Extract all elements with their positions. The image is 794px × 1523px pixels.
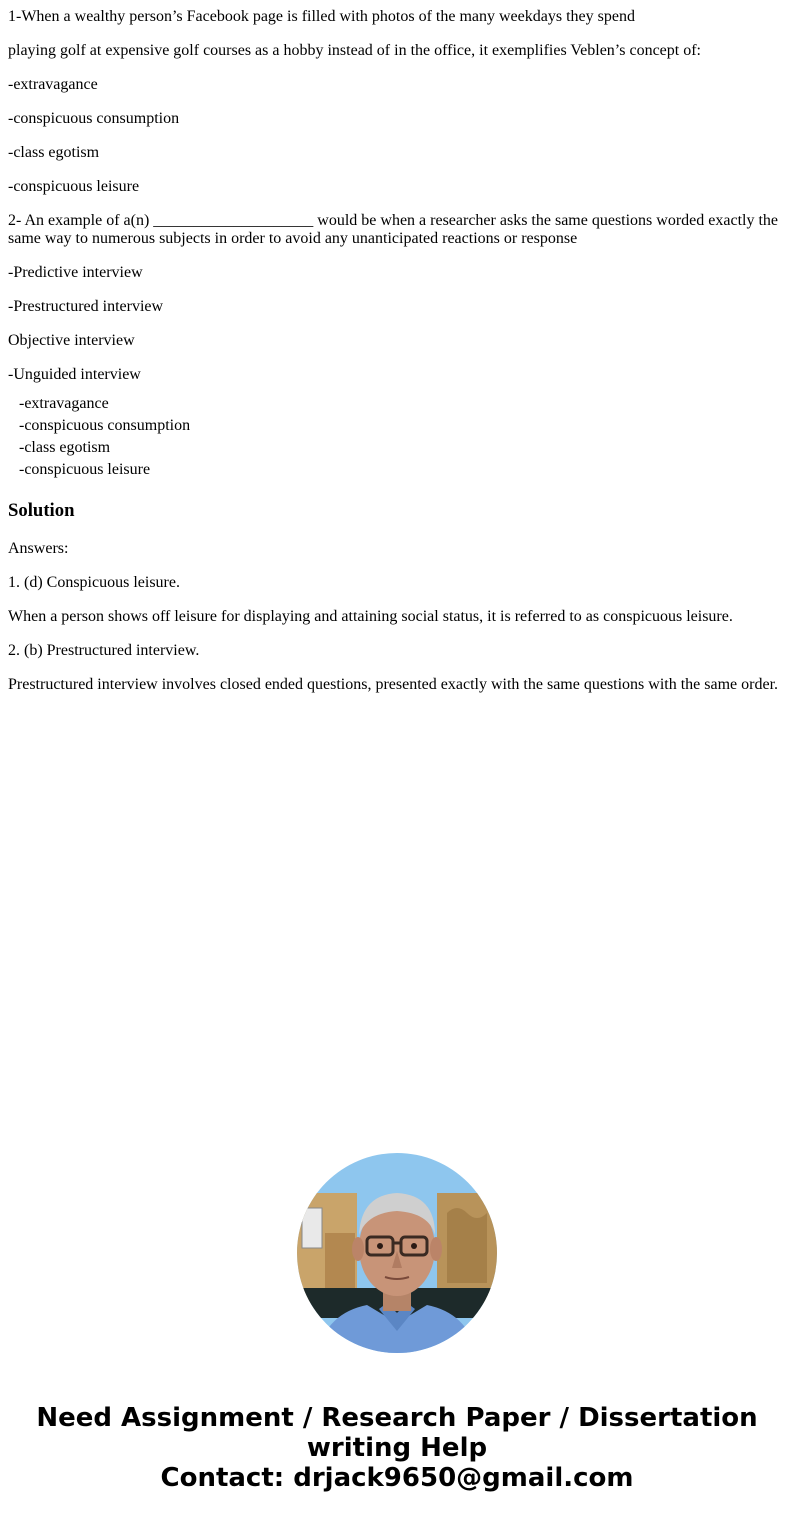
footer-line-2: writing Help (306, 1433, 488, 1463)
question-2-text: 2- An example of a(n) ____________________ would be when a researcher asks the same questions worded exactly the same way to numerous subjects in order to avoid any unanticipated reactions or response (8, 212, 779, 247)
question-2-option: -Predictive interview (8, 264, 143, 281)
footer-contact: Contact: drjack9650@gmail.com (160, 1463, 634, 1493)
answers-label: Answers: (8, 540, 69, 557)
list-item: -conspicuous leisure (19, 461, 151, 478)
question-1-option: -extravagance (8, 76, 98, 93)
question-2-option: Objective interview (8, 332, 135, 349)
question-1-line-1: 1-When a wealthy person’s Facebook page is filled with photos of the many weekdays they spend (8, 8, 635, 25)
list-item: -extravagance (19, 395, 109, 412)
explanation-2: Prestructured interview involves closed ended questions, presented exactly with the same questions with the same order. (8, 676, 779, 693)
explanation-1: When a person shows off leisure for displaying and attaining social status, it is referred to as conspicuous leisure. (8, 608, 733, 625)
footer-banner (0, 1403, 794, 1493)
answer-2: 2. (b) Prestructured interview. (8, 642, 200, 659)
question-1-option: -conspicuous consumption (8, 110, 180, 127)
list-item: -conspicuous consumption (19, 417, 191, 434)
solution-heading: Solution (8, 500, 75, 521)
avatar (297, 1153, 497, 1353)
question-1-option: -conspicuous leisure (8, 178, 140, 195)
extra-options-list (8, 393, 786, 481)
answer-1: 1. (d) Conspicuous leisure. (8, 574, 180, 591)
person-portrait-icon (297, 1153, 497, 1353)
list-item: -class egotism (19, 439, 111, 456)
question-2-option: -Unguided interview (8, 366, 141, 383)
footer-line-1: Need Assignment / Research Paper / Dissertation (36, 1403, 758, 1433)
question-1-line-2: playing golf at expensive golf courses as a hobby instead of in the office, it exemplifies Veblen’s concept of: (8, 42, 701, 59)
question-2-option: -Prestructured interview (8, 298, 164, 315)
question-1-option: -class egotism (8, 144, 100, 161)
document-body (0, 0, 794, 694)
